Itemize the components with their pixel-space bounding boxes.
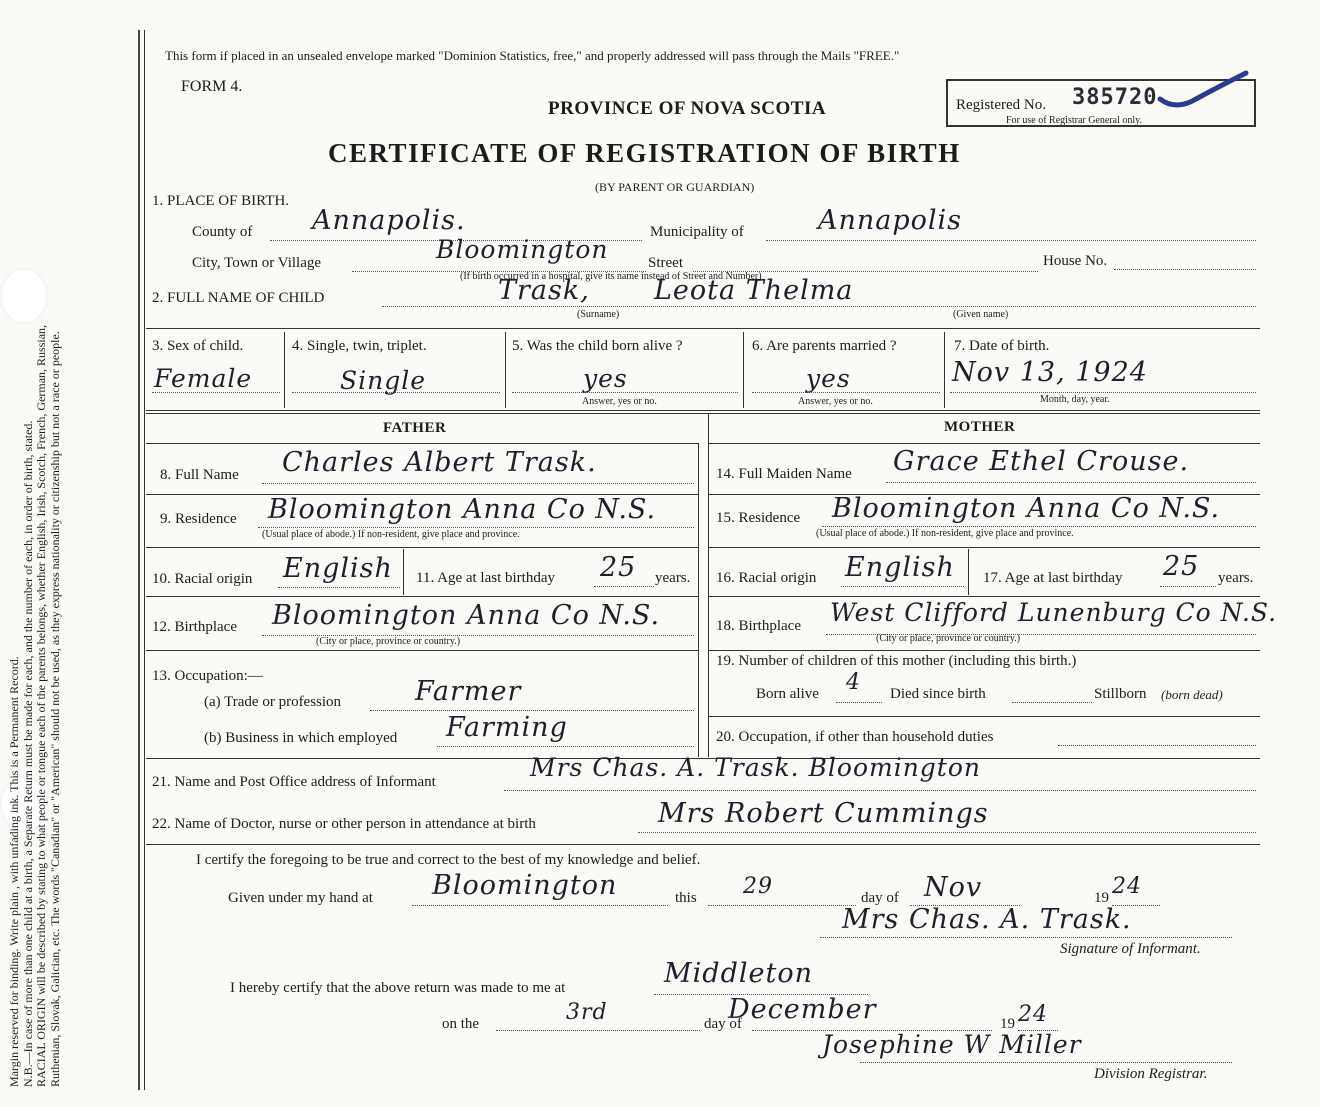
- given-name-note: (Given name): [953, 309, 1009, 320]
- mother-birthplace-note: (City or place, province or country.): [876, 633, 1021, 644]
- certification-day: 29: [743, 874, 773, 899]
- stillborn-note: (born dead): [1161, 687, 1223, 702]
- document-title: CERTIFICATE OF REGISTRATION OF BIRTH: [328, 138, 961, 168]
- certification-place: Bloomington: [432, 870, 618, 901]
- municipality-value: Annapolis: [818, 205, 963, 236]
- mother-age-label: 17. Age at last birthday: [983, 570, 1123, 586]
- born-alive-answer: yes: [583, 364, 628, 393]
- registrar-note: For use of Registrar General only.: [1006, 115, 1142, 126]
- child-given-name: Leota Thelma: [654, 275, 854, 306]
- father-name-label: 8. Full Name: [160, 467, 239, 483]
- registrar-year: 24: [1018, 1002, 1048, 1027]
- registered-number: 385720: [1072, 85, 1158, 110]
- stillborn-label: Stillborn: [1094, 686, 1147, 702]
- father-race: English: [283, 553, 393, 584]
- county-label: County of: [192, 224, 253, 240]
- surname-note: (Surname): [577, 309, 620, 320]
- margin-rule: [138, 30, 140, 1090]
- registrar-day: 3rd: [566, 1000, 608, 1025]
- province-title: PROVINCE OF NOVA SCOTIA: [548, 98, 827, 119]
- document-subtitle: (BY PARENT OR GUARDIAN): [595, 180, 755, 194]
- margin-instructions: [8, 37, 120, 1087]
- registered-label: Registered No.: [956, 97, 1046, 113]
- margin-rule-inner: [144, 30, 145, 1090]
- certification-text: I certify the foregoing to be true and correct to the best of my knowledge and belief.: [196, 852, 701, 868]
- father-years: years.: [655, 570, 691, 586]
- mother-race: English: [845, 552, 955, 583]
- born-alive-count: 4: [846, 670, 861, 695]
- father-birthplace: Bloomington Anna Co N.S.: [272, 600, 661, 631]
- business-label: (b) Business in which employed: [204, 730, 398, 746]
- cert-year: 24: [1112, 874, 1142, 899]
- margin-line-3: RACIAL ORIGIN will be described by stating to what people or tongue each of the parents belongs, whether English, Irish, Scotch, French, German, Russian,: [34, 324, 48, 1087]
- father-residence: Bloomington Anna Co N.S.: [268, 494, 657, 525]
- mother-residence-note: (Usual place of abode.) If non-resident, give place and province.: [816, 528, 1074, 539]
- registrar-certification-text: I hereby certify that the above return was made to me at: [230, 980, 566, 996]
- mother-years: years.: [1218, 570, 1254, 586]
- mother-birthplace-label: 18. Birthplace: [716, 618, 801, 634]
- registrar-signature: Josephine W Miller: [822, 1030, 1082, 1059]
- street-note: (If birth occurred in a hospital, give its name instead of Street and Number): [460, 271, 762, 282]
- father-heading: FATHER: [383, 420, 447, 436]
- mother-residence-label: 15. Residence: [716, 510, 801, 526]
- attendant-value: Mrs Robert Cummings: [658, 798, 989, 829]
- attendant-label: 22. Name of Doctor, nurse or other person in attendance at birth: [152, 816, 536, 832]
- city-label: City, Town or Village: [192, 255, 322, 271]
- father-residence-label: 9. Residence: [160, 511, 237, 527]
- mother-name: Grace Ethel Crouse.: [893, 446, 1190, 477]
- registrar-signature-label: Division Registrar.: [1094, 1066, 1208, 1082]
- day-of-label: day of: [861, 890, 899, 906]
- father-residence-note: (Usual place of abode.) If non-resident, give place and province.: [262, 529, 520, 540]
- dob-value: Nov 13, 1924: [952, 357, 1148, 388]
- house-no-label: House No.: [1043, 253, 1108, 269]
- margin-line-2: N.B.—In case of more than one child at a birth, a Separate Return must be made for each, and the number of each, in order of birth, stated.: [20, 420, 35, 1087]
- answer-note-5: Answer, yes or no.: [582, 396, 657, 407]
- mother-name-label: 14. Full Maiden Name: [716, 466, 852, 482]
- cert-year-prefix: 19: [1094, 890, 1109, 906]
- mother-age: 25: [1163, 551, 1200, 582]
- children-count-label: 19. Number of children of this mother (including this birth.): [716, 653, 1077, 669]
- county-value: Annapolis.: [312, 205, 466, 236]
- registrar-day-of-label: day of: [704, 1016, 742, 1032]
- child-surname: Trask,: [498, 275, 590, 306]
- margin-line-1: Margin reserved for binding. Write plain , with unfading ink. This is a Permanent Record.: [7, 656, 21, 1087]
- check-mark-icon: [1156, 69, 1256, 113]
- informant-label: 21. Name and Post Office address of Informant: [152, 774, 436, 790]
- trade-label: (a) Trade or profession: [204, 694, 342, 710]
- mother-birthplace: West Clifford Lunenburg Co N.S.: [830, 598, 1278, 627]
- married-question: 6. Are parents married ?: [752, 338, 897, 354]
- business-value: Farming: [446, 712, 568, 743]
- registrar-place: Middleton: [664, 958, 813, 989]
- informant-value: Mrs Chas. A. Trask. Bloomington: [530, 753, 982, 782]
- born-alive-label: Born alive: [756, 686, 819, 702]
- married-answer: yes: [806, 364, 851, 393]
- answer-note-6: Answer, yes or no.: [798, 396, 873, 407]
- certification-month: Nov: [924, 872, 983, 903]
- city-value: Bloomington: [436, 235, 609, 264]
- registrar-year-prefix: 19: [1000, 1016, 1015, 1032]
- registered-box: [946, 79, 1256, 127]
- trade-value: Farmer: [415, 676, 522, 707]
- margin-line-4: Ruthenian, Slovak, Galician, etc. The words "Canadian" or "American" should not be used, as they express nationality or citizenship but not a race or people.: [47, 331, 62, 1087]
- place-of-birth-label: 1. PLACE OF BIRTH.: [152, 193, 290, 209]
- father-age: 25: [600, 552, 637, 583]
- father-race-label: 10. Racial origin: [152, 571, 253, 587]
- dob-note: Month, day, year.: [1040, 394, 1110, 405]
- informant-signature: Mrs Chas. A. Trask.: [842, 904, 1132, 935]
- dob-label: 7. Date of birth.: [954, 338, 1050, 354]
- occupation-label: 13. Occupation:—: [152, 668, 263, 684]
- mother-heading: MOTHER: [944, 419, 1016, 435]
- sex-value: Female: [154, 364, 253, 393]
- municipality-label: Municipality of: [650, 224, 744, 240]
- form-number: FORM 4.: [181, 78, 243, 95]
- father-birthplace-note: (City or place, province or country.): [316, 636, 461, 647]
- mother-race-label: 16. Racial origin: [716, 570, 817, 586]
- registrar-month: December: [728, 994, 877, 1025]
- informant-signature-label: Signature of Informant.: [1060, 941, 1201, 957]
- given-label: Given under my hand at: [228, 890, 373, 906]
- plurality-value: Single: [340, 366, 427, 395]
- mail-notice: This form if placed in an unsealed envelope marked "Dominion Statistics, free," and properly addressed will pass through the Mails "FREE.": [165, 48, 900, 63]
- plurality-label: 4. Single, twin, triplet.: [292, 338, 427, 354]
- street-label: Street: [648, 255, 683, 271]
- father-age-label: 11. Age at last birthday: [416, 570, 555, 586]
- died-label: Died since birth: [890, 686, 986, 702]
- father-name: Charles Albert Trask.: [282, 447, 597, 478]
- father-birthplace-label: 12. Birthplace: [152, 619, 237, 635]
- on-the-label: on the: [442, 1016, 480, 1032]
- child-name-label: 2. FULL NAME OF CHILD: [152, 290, 325, 306]
- born-alive-question: 5. Was the child born alive ?: [512, 338, 683, 354]
- mother-residence: Bloomington Anna Co N.S.: [832, 493, 1221, 524]
- mother-occupation-label: 20. Occupation, if other than household duties: [716, 729, 994, 745]
- sex-label: 3. Sex of child.: [152, 338, 244, 354]
- this-label: this: [675, 890, 697, 906]
